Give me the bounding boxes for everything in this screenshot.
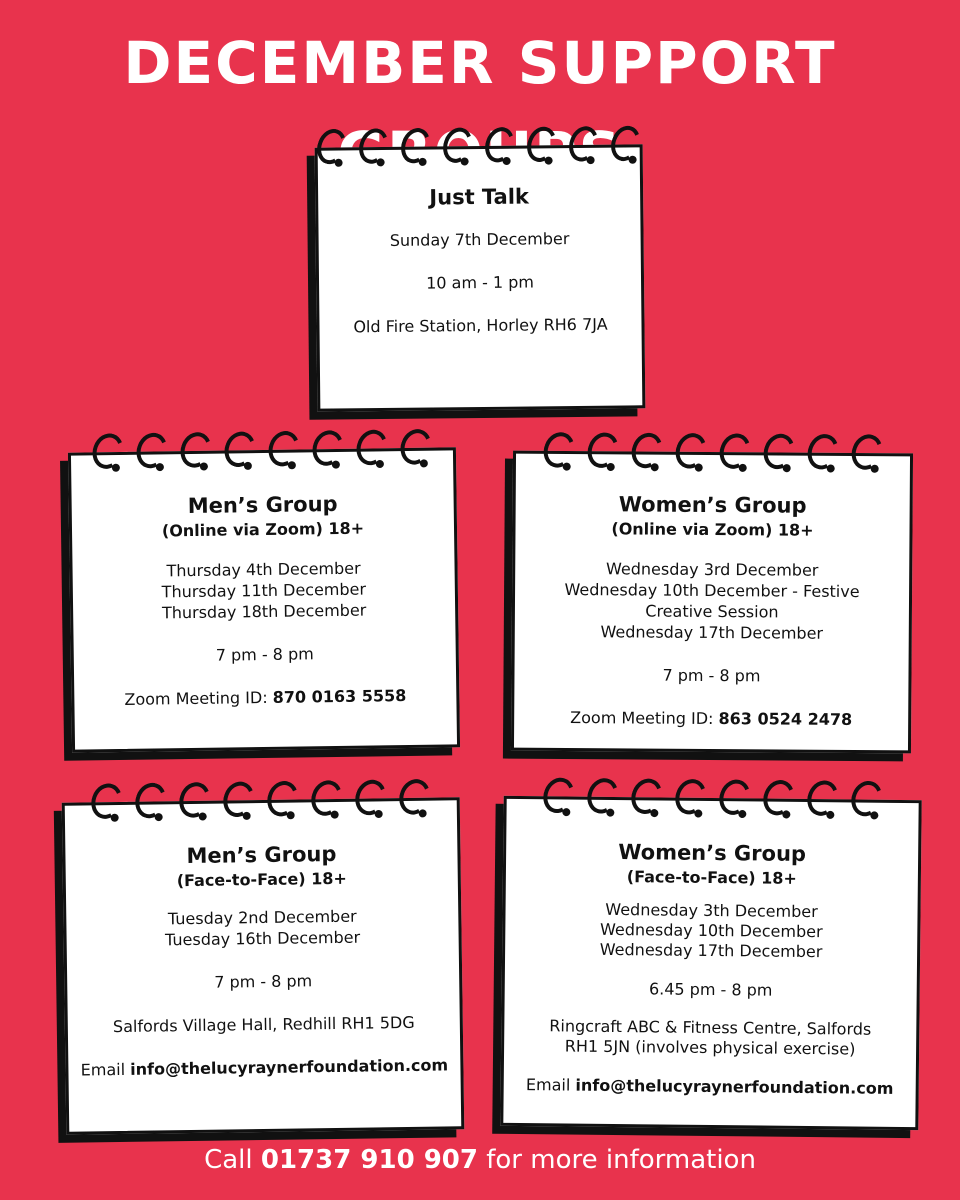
contact-label: Zoom Meeting ID: [570,708,719,729]
phone-number[interactable]: 01737 910 907 [260,1145,478,1175]
contact-label: Zoom Meeting ID: [124,687,273,709]
note-time: 7 pm - 8 pm [214,971,313,992]
note-heading: Men’s Group [187,491,338,519]
email-link[interactable]: info@thelucyraynerfoundation.com [575,1075,894,1098]
footer-suffix: for more information [477,1145,756,1175]
note-just-talk [315,144,646,411]
note-mens-group-face-to-face [62,797,465,1135]
note-heading: Men’s Group [186,841,337,869]
note-contact [68,1054,460,1080]
spiral-binding-icon [516,432,910,475]
spiral-binding-icon [64,778,457,823]
note-womens-group-online [511,451,913,754]
zoom-meeting-id[interactable]: 863 0524 2478 [718,709,853,729]
note-heading: Women’s Group [618,840,807,866]
note-heading: Just Talk [429,184,530,210]
page-title: DECEMBER SUPPORT [123,29,837,97]
note-date: Creative Session [645,601,779,622]
note-time: 7 pm - 8 pm [215,644,314,665]
note-date: Tuesday 16th December [164,927,361,950]
zoom-meeting-id[interactable]: 870 0163 5558 [272,686,407,707]
note-location: Ringcraft ABC & Fitness Centre, Salfords [549,1016,872,1039]
note-womens-group-face-to-face [500,796,921,1130]
note-subheading: (Online via Zoom) 18+ [611,519,814,540]
spiral-binding-icon [507,777,919,821]
spiral-binding-icon [71,428,454,473]
note-subheading: (Face-to-Face) 18+ [626,867,798,888]
note-date: Wednesday 3rd December [605,559,819,580]
note-date: Wednesday 3th December [605,899,818,922]
note-time: 7 pm - 8 pm [662,665,761,686]
email-link[interactable]: info@thelucyraynerfoundation.com [130,1055,449,1079]
contact-label: Email [525,1075,576,1095]
note-date: Sunday 7th December [389,229,570,250]
note-date: Wednesday 17th December [599,939,823,962]
spiral-binding-icon [317,125,639,168]
note-date: Wednesday 17th December [600,622,824,643]
note-location: Old Fire Station, Horley RH6 7JA [353,314,608,337]
footer-call-info [0,1140,960,1180]
contact-label: Email [80,1059,131,1080]
note-date: Wednesday 10th December [599,919,823,942]
note-date: Thursday 11th December [161,579,367,602]
note-date: Wednesday 10th December - Festive [564,579,860,602]
note-location: Salfords Village Hall, Redhill RH1 5DG [112,1012,415,1037]
note-date: Thursday 4th December [166,558,361,581]
note-subheading: (Face-to-Face) 18+ [176,868,347,891]
note-contact [74,684,456,710]
note-time: 6.45 pm - 8 pm [648,979,773,1000]
note-time: 10 am - 1 pm [426,272,535,293]
footer-prefix: Call [204,1145,261,1175]
note-contact [504,1074,916,1099]
note-date: Thursday 18th December [161,600,367,623]
note-heading: Women’s Group [618,492,807,518]
note-subheading: (Online via Zoom) 18+ [161,518,365,541]
note-mens-group-online [68,447,460,752]
note-contact [514,707,908,731]
note-location: RH1 5JN (involves physical exercise) [564,1036,856,1059]
note-date: Tuesday 2nd December [167,906,357,929]
